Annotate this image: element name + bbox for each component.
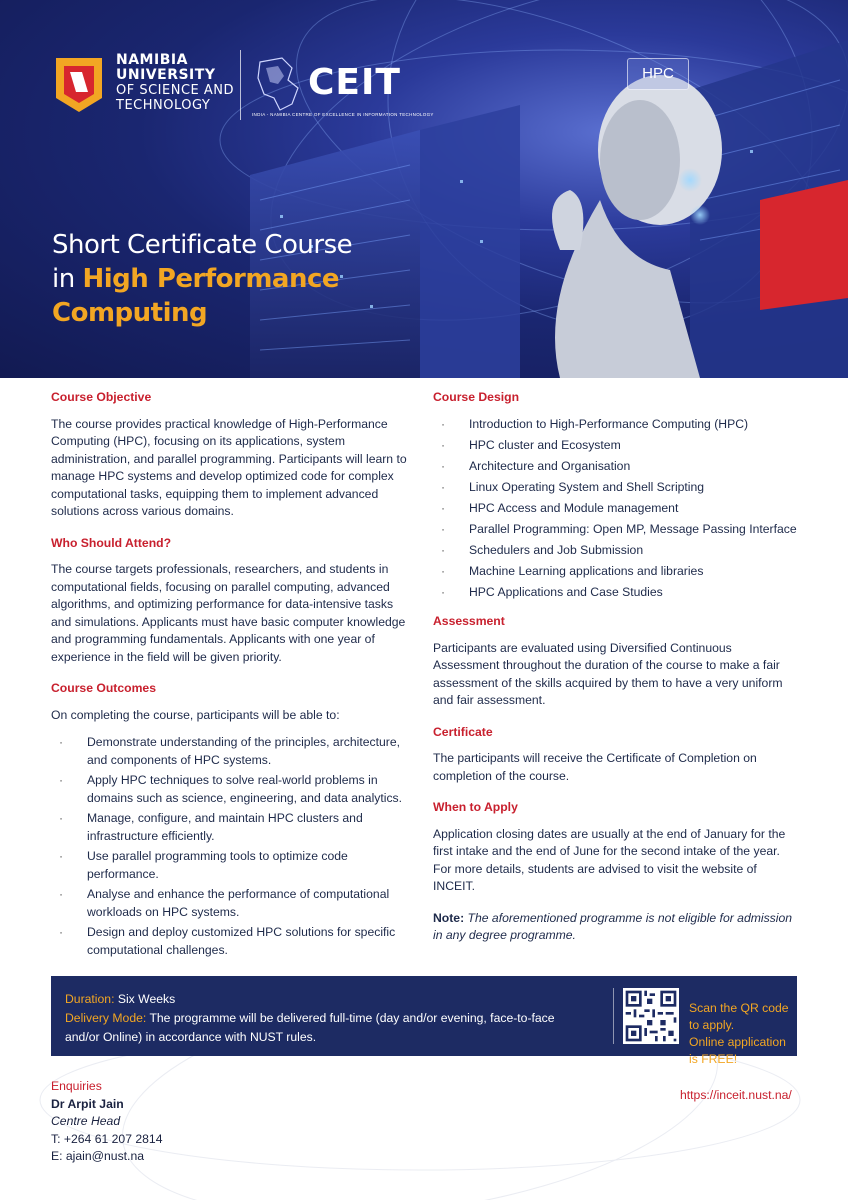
hpc-badge: HPC	[627, 58, 689, 90]
page-title	[52, 228, 352, 330]
list-item: · Machine Learning applications and libraries	[433, 563, 799, 581]
list-item: · Linux Operating System and Shell Scripting	[433, 479, 799, 497]
hero-banner	[0, 0, 848, 378]
course-objective-heading: Course Objective	[51, 390, 152, 404]
nust-emblem-icon	[52, 52, 106, 114]
qr-instructions	[689, 1000, 797, 1068]
list-item: · Architecture and Organisation	[433, 458, 799, 476]
nust-logo-line2: UNIVERSITY	[116, 67, 216, 83]
ceit-logo	[252, 48, 434, 128]
info-bar	[51, 976, 797, 1066]
contact-phone[interactable]: T: +264 61 207 2814	[51, 1131, 163, 1146]
course-outcomes-intro: On completing the course, participants will be able to:	[51, 707, 340, 722]
india-namibia-map-icon	[252, 54, 312, 114]
bar-divider	[613, 988, 614, 1044]
list-item: · HPC Applications and Case Studies	[433, 584, 799, 602]
contact-name: Dr Arpit Jain	[51, 1096, 124, 1111]
course-objective-text: The course provides practical knowledge of High-Performance Computing (HPC), focusing on its applications, system administration, and parallel programming. Participants will learn to manage HPC systems and develop optimized code for complex computational tasks, equipping them to implement advanced solutions across various domains.	[51, 416, 407, 518]
duration-line	[65, 990, 555, 1009]
note	[433, 910, 799, 945]
assessment-heading: Assessment	[433, 614, 505, 628]
note-label: Note:	[433, 910, 465, 925]
nust-logo-line3: OF SCIENCE AND	[116, 83, 234, 98]
when-to-apply-text: Application closing dates are usually at the end of January for the first intake and the end of June for the second intake of the year. For more details, students are advised to visit the website of INCEIT.	[433, 826, 786, 893]
list-item: · Manage, configure, and maintain HPC clusters and infrastructure efficiently.	[51, 810, 413, 845]
title-line2-accent: High Performance	[82, 264, 340, 294]
course-design-list	[433, 416, 799, 602]
list-item: · Parallel Programming: Open MP, Message Passing Interface	[433, 521, 799, 539]
qr-code-icon[interactable]	[623, 988, 679, 1044]
scan-line2: Online application is FREE!	[689, 1035, 786, 1066]
contact-role: Centre Head	[51, 1114, 121, 1128]
list-item: · Introduction to High-Performance Computing (HPC)	[433, 416, 799, 434]
list-item: · Demonstrate understanding of the principles, architecture, and components of HPC systems.	[51, 734, 413, 769]
delivery-label: Delivery Mode:	[65, 1011, 147, 1025]
certificate-heading: Certificate	[433, 724, 493, 739]
title-line1: Short Certificate Course	[52, 230, 353, 260]
duration-delivery-text	[65, 990, 555, 1047]
ceit-wordmark: CEIT	[308, 62, 401, 103]
list-item: · Design and deploy customized HPC solutions for specific computational challenges.	[51, 924, 413, 959]
duration-label: Duration:	[65, 992, 115, 1006]
course-design-heading: Course Design	[433, 390, 520, 404]
delivery-line	[65, 1009, 555, 1047]
who-should-attend-text: The course targets professionals, researchers, and students in computational fields, focusing on parallel computing, advanced algorithms, and optimizing performance for data-intensive tasks and simulations. Applicants must have basic computer knowledge and programming fundamentals. Applicants with one year of experience in the field will be given priority.	[51, 562, 406, 664]
duration-value: Six Weeks	[117, 992, 176, 1006]
right-column	[433, 389, 799, 945]
list-item: · HPC Access and Module management	[433, 500, 799, 518]
title-line2	[52, 262, 352, 296]
list-item: · Apply HPC techniques to solve real-world problems in domains such as science, engineering, and data analytics.	[51, 772, 413, 807]
contact-email[interactable]: E: ajain@nust.na	[51, 1149, 145, 1163]
nust-logo	[52, 52, 234, 114]
enquiries-title: Enquiries	[51, 1079, 102, 1093]
list-item: · Use parallel programming tools to optimize code performance.	[51, 848, 413, 883]
left-column	[51, 389, 413, 962]
note-text: The aforementioned programme is not eligible for admission in any degree programme.	[433, 910, 793, 942]
ceit-subtitle: INDIA - NAMIBIA CENTRE OF EXCELLENCE IN INFORMATION TECHNOLOGY	[252, 112, 434, 117]
logo-divider	[240, 50, 241, 120]
list-item: · Analyse and enhance the performance of computational workloads on HPC systems.	[51, 886, 413, 921]
website-link[interactable]: https://inceit.nust.na/	[680, 1088, 792, 1102]
scan-line1: Scan the QR code to apply.	[689, 1001, 789, 1032]
nust-logo-line1: NAMIBIA	[116, 52, 188, 68]
assessment-text: Participants are evaluated using Diversified Continuous Assessment throughout the duration of the course to make a fair assessment of the skills acquired by them to have a very uniform and fair assessment.	[433, 640, 783, 707]
list-item: · Schedulers and Job Submission	[433, 542, 799, 560]
certificate-text: The participants will receive the Certificate of Completion on completion of the course.	[433, 751, 757, 783]
title-line3: Computing	[52, 298, 208, 328]
enquiries-block	[51, 1078, 162, 1166]
delivery-value: The programme will be delivered full-time (day and/or evening, face-to-face and/or Online) in accordance with NUST rules.	[65, 1011, 555, 1044]
when-to-apply-heading: When to Apply	[433, 800, 518, 814]
who-should-attend-heading: Who Should Attend?	[51, 535, 172, 550]
course-outcomes-heading: Course Outcomes	[51, 681, 156, 695]
nust-logo-line4: TECHNOLOGY	[116, 98, 211, 113]
title-line2-prefix: in	[52, 264, 83, 294]
list-item: · HPC cluster and Ecosystem	[433, 437, 799, 455]
outcomes-list	[51, 734, 413, 959]
